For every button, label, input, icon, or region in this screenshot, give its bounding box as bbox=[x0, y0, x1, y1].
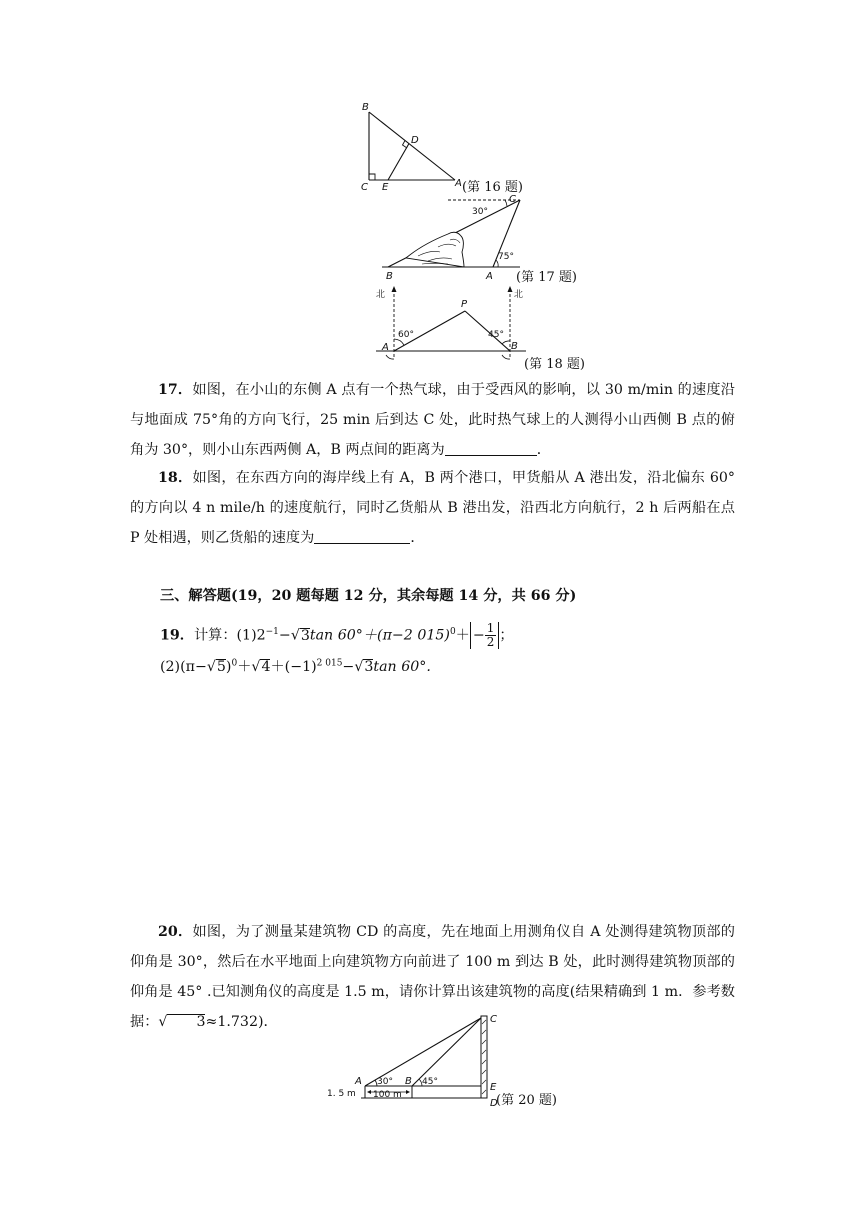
question-20-number: 20． bbox=[158, 924, 193, 940]
angle-30-label: 30° bbox=[472, 207, 488, 217]
fraction-denominator: 2 bbox=[486, 635, 495, 649]
question-19-number: 19． bbox=[160, 627, 194, 644]
question-20-text: 如图，为了测量某建筑物 CD 的高度，先在地面上用测角仪自 A 处测得建筑物顶部的仰角是 30°，然后在水平地面上向建筑物方向前进了 100 m 到达 B 处，此时测得建筑物顶部的仰角是 45° .已知测角仪的高度是 1.5 m，请你计算出该建筑物的高度(结果精确到 1 m．参考数据： bbox=[130, 924, 735, 1030]
height-label: 1. 5 m bbox=[327, 1089, 356, 1099]
point-a-label: A bbox=[382, 342, 389, 353]
answer-blank-18[interactable] bbox=[314, 527, 410, 544]
north-label-b: 北 bbox=[514, 290, 524, 300]
angle-75-label: 75° bbox=[498, 252, 514, 262]
point-a-label: A bbox=[455, 178, 462, 189]
distance-label: 100 m bbox=[373, 1090, 402, 1100]
figure-20-caption: (第 20 题) bbox=[496, 1093, 557, 1108]
figure-17 bbox=[378, 190, 523, 282]
expr-part: ＋(−1) bbox=[270, 659, 317, 675]
section-3-text: 三、解答题(19，20 题每题 12 分，其余每题 14 分，共 66 分) bbox=[160, 588, 577, 604]
point-d-label: D bbox=[411, 135, 419, 146]
expr-part: − bbox=[472, 627, 485, 644]
north-label-a: 北 bbox=[376, 290, 386, 300]
angle-45-label: 45° bbox=[488, 330, 504, 340]
question-18-end: ． bbox=[410, 530, 425, 546]
expr-part: ＋ bbox=[237, 659, 252, 675]
point-c-label: C bbox=[490, 1014, 497, 1025]
question-19-label: 计算： bbox=[193, 627, 237, 644]
angle-30-label: 30° bbox=[377, 1077, 393, 1087]
sqrt-radicand: 3 bbox=[300, 627, 310, 644]
expr-part: tan 60°＋(π−2 015) bbox=[309, 627, 450, 644]
expr-part: ； bbox=[499, 627, 514, 644]
point-d-label: D bbox=[490, 1098, 498, 1109]
expr-part: − bbox=[342, 659, 355, 675]
point-b-label: B bbox=[405, 1076, 412, 1087]
exponent: −1 bbox=[265, 626, 279, 637]
fraction bbox=[485, 622, 497, 649]
exponent: 0 bbox=[449, 626, 456, 637]
question-20: 20．如图，为了测量某建筑物 CD 的高度，先在地面上用测角仪自 A 处测得建筑物顶部的仰角是 30°，然后在水平地面上向建筑物方向前进了 100 m 到达 B 处，此时测得建筑物顶部的仰角是 45° .已知测角仪的高度是 1.5 m，请你计算出该建筑物的高度(结果精确到 1 m．参考数据：√ 3≈1.732)． bbox=[130, 924, 735, 1030]
point-p-label: P bbox=[461, 299, 468, 310]
sqrt-radicand: 4 bbox=[261, 659, 271, 675]
question-19-line-1: 19．计算：$(1)2^{-1}-√3\tan$ 60°＋(π−2 015)$^0$＋ − $\frac{1}{2}$ ； bbox=[160, 621, 514, 649]
question-17 bbox=[130, 375, 735, 465]
point-c-label: C bbox=[509, 194, 516, 205]
angle-45-label: 45° bbox=[422, 1077, 438, 1087]
question-18-text: 如图，在东西方向的海岸线上有 A，B 两个港口，甲货船从 A 港出发，沿北偏东 60°的方向以 4 n mile/h 的速度航行，同时乙货船从 B 港出发，沿西北方向航行，2 h 后两船在点 P 处相遇，则乙货船的速度为 bbox=[130, 470, 735, 546]
fraction-numerator: 1 bbox=[486, 621, 495, 635]
question-17-end: ． bbox=[536, 442, 551, 458]
point-b-label: B bbox=[362, 102, 369, 113]
sqrt-radicand: 3 bbox=[167, 1014, 205, 1029]
sqrt-radicand: 5 bbox=[216, 659, 226, 675]
figure-16-caption: (第 16 题) bbox=[462, 180, 523, 195]
question-17-number: 17． bbox=[158, 382, 193, 398]
expr-part: (1)2 bbox=[236, 627, 266, 644]
question-19-line-2: $(2)(\pi-√5)^0+√4+(-1)^{2 015}-√3\tan$ 60°. bbox=[160, 658, 431, 675]
exponent: 0 bbox=[231, 658, 238, 669]
expr-part: − bbox=[278, 627, 291, 644]
expr-part: ) bbox=[225, 659, 232, 675]
sqrt-radicand: 3 bbox=[364, 659, 374, 675]
figure-20 bbox=[325, 1010, 505, 1110]
figure-18-caption: (第 18 题) bbox=[524, 357, 585, 372]
expr-part: tan 60°. bbox=[373, 659, 431, 675]
figure-16 bbox=[355, 100, 470, 192]
figure-18 bbox=[372, 283, 532, 363]
point-e-label: E bbox=[382, 182, 389, 192]
point-b-label: B bbox=[386, 271, 393, 282]
point-a-label: A bbox=[486, 271, 493, 282]
point-c-label: C bbox=[361, 182, 368, 192]
question-17-text: 如图，在小山的东侧 A 点有一个热气球，由于受西风的影响，以 30 m/min 的速度沿与地面成 75°角的方向飞行，25 min 后到达 C 处，此时热气球上的人测得小山西侧 B 点的俯角为 30°，则小山东西两侧 A，B 两点间的距离为 bbox=[130, 382, 735, 458]
question-18-number: 18． bbox=[158, 470, 193, 486]
figure-17-caption: (第 17 题) bbox=[516, 270, 577, 285]
expr-part: (2)(π− bbox=[160, 659, 207, 675]
answer-blank-17[interactable] bbox=[445, 439, 537, 456]
point-b-label: B bbox=[511, 341, 518, 352]
question-18 bbox=[130, 463, 735, 553]
absolute-value bbox=[470, 622, 500, 649]
angle-60-label: 60° bbox=[398, 330, 414, 340]
point-a-label: A bbox=[355, 1076, 362, 1087]
exponent: 2 015 bbox=[316, 658, 343, 669]
expr-part: ＋ bbox=[455, 627, 470, 644]
section-3-heading bbox=[160, 585, 576, 605]
question-20-ref: ≈1.732)． bbox=[205, 1014, 278, 1030]
point-e-label: E bbox=[490, 1082, 497, 1093]
